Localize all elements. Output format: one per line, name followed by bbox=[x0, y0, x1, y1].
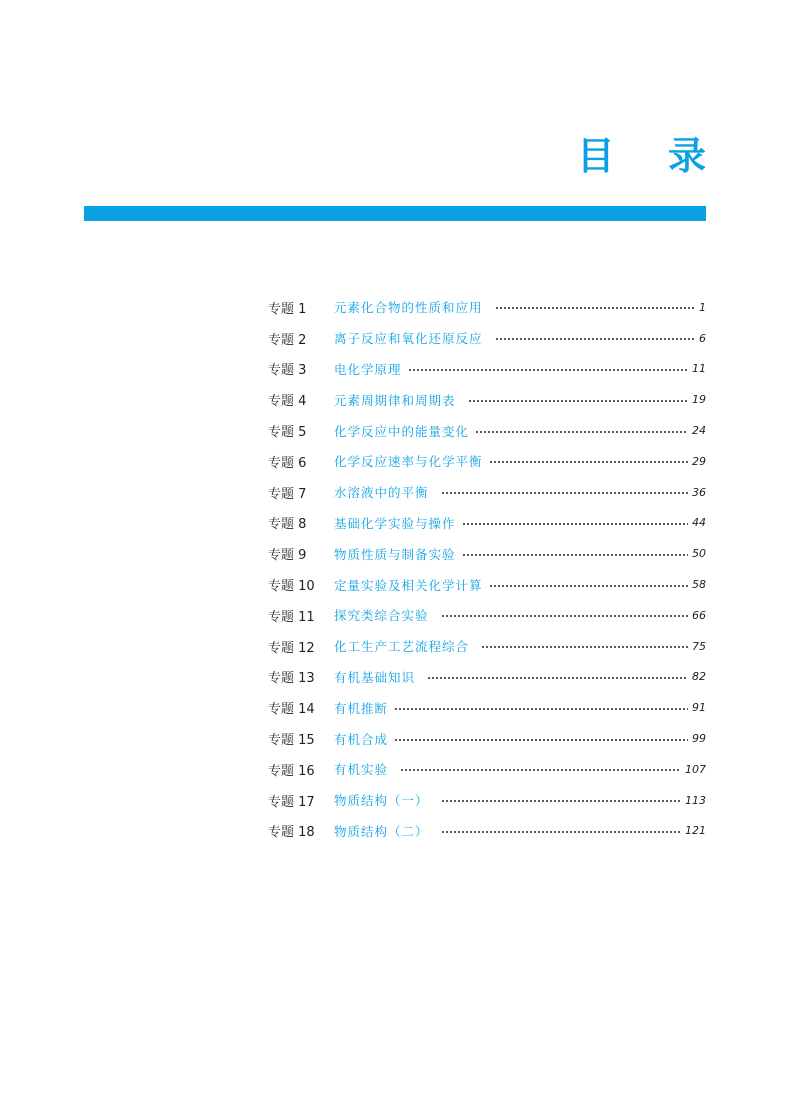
toc-entry-10[interactable] bbox=[268, 569, 706, 600]
toc-entry-13[interactable] bbox=[268, 662, 706, 693]
dot-leader bbox=[441, 615, 688, 617]
toc-entry-topic: 化学反应速率与化学平衡 bbox=[334, 454, 483, 470]
toc-entry-5[interactable] bbox=[268, 415, 706, 446]
dot-leader bbox=[441, 800, 681, 802]
toc-entry-topic: 有机推断 bbox=[334, 700, 389, 716]
toc-entry-number: 专题 2 bbox=[268, 332, 307, 348]
toc-entry-topic: 离子反应和氧化还原反应 bbox=[334, 331, 483, 347]
table-of-contents bbox=[268, 292, 706, 846]
toc-entry-16[interactable] bbox=[268, 754, 706, 785]
toc-entry-number: 专题 17 bbox=[268, 794, 315, 810]
toc-entry-page: 75 bbox=[692, 639, 706, 653]
toc-entry-page: 44 bbox=[692, 516, 706, 530]
toc-entry-3[interactable] bbox=[268, 354, 706, 385]
toc-entry-8[interactable] bbox=[268, 508, 706, 539]
toc-entry-topic: 探究类综合实验 bbox=[334, 608, 429, 624]
toc-entry-topic: 化学反应中的能量变化 bbox=[334, 423, 470, 439]
toc-entry-page: 121 bbox=[685, 824, 706, 838]
toc-entry-17[interactable] bbox=[268, 785, 706, 816]
dot-leader bbox=[408, 369, 688, 371]
toc-entry-page: 1 bbox=[699, 300, 706, 314]
toc-entry-number: 专题 8 bbox=[268, 517, 307, 533]
dot-leader bbox=[394, 739, 688, 741]
toc-entry-9[interactable] bbox=[268, 538, 706, 569]
dot-leader bbox=[481, 646, 688, 648]
dot-leader bbox=[489, 585, 688, 587]
toc-entry-number: 专题 15 bbox=[268, 733, 315, 749]
toc-entry-number: 专题 12 bbox=[268, 640, 315, 656]
dot-leader bbox=[462, 554, 688, 556]
toc-entry-page: 99 bbox=[692, 732, 706, 746]
toc-entry-number: 专题 3 bbox=[268, 363, 307, 379]
toc-entry-topic: 化工生产工艺流程综合 bbox=[334, 639, 470, 655]
toc-entry-number: 专题 7 bbox=[268, 486, 307, 502]
toc-entry-page: 66 bbox=[692, 608, 706, 622]
toc-entry-number: 专题 16 bbox=[268, 763, 315, 779]
toc-entry-topic: 电化学原理 bbox=[334, 361, 402, 377]
toc-entry-topic: 定量实验及相关化学计算 bbox=[334, 577, 483, 593]
toc-entry-page: 36 bbox=[692, 485, 706, 499]
toc-entry-number: 专题 5 bbox=[268, 425, 307, 441]
toc-entry-number: 专题 10 bbox=[268, 579, 315, 595]
dot-leader bbox=[394, 708, 688, 710]
dot-leader bbox=[495, 307, 695, 309]
toc-entry-11[interactable] bbox=[268, 600, 706, 631]
dot-leader bbox=[441, 492, 688, 494]
toc-entry-page: 6 bbox=[699, 331, 706, 345]
toc-entry-14[interactable] bbox=[268, 692, 706, 723]
page-title: 目 录 bbox=[576, 134, 726, 178]
toc-entry-2[interactable] bbox=[268, 323, 706, 354]
toc-entry-number: 专题 4 bbox=[268, 394, 307, 410]
toc-entry-page: 91 bbox=[692, 701, 706, 715]
toc-entry-1[interactable] bbox=[268, 292, 706, 323]
toc-entry-page: 113 bbox=[685, 793, 706, 807]
toc-entry-topic: 元素化合物的性质和应用 bbox=[334, 300, 483, 316]
toc-entry-topic: 水溶液中的平衡 bbox=[334, 485, 429, 501]
toc-entry-7[interactable] bbox=[268, 477, 706, 508]
toc-entry-number: 专题 9 bbox=[268, 548, 307, 564]
toc-entry-number: 专题 1 bbox=[268, 301, 307, 317]
toc-entry-topic: 物质性质与制备实验 bbox=[334, 546, 456, 562]
toc-entry-number: 专题 13 bbox=[268, 671, 315, 687]
dot-leader bbox=[400, 769, 681, 771]
toc-entry-number: 专题 18 bbox=[268, 825, 315, 841]
toc-entry-number: 专题 6 bbox=[268, 455, 307, 471]
toc-entry-4[interactable] bbox=[268, 384, 706, 415]
toc-entry-page: 24 bbox=[692, 424, 706, 438]
toc-entry-topic: 元素周期律和周期表 bbox=[334, 392, 456, 408]
toc-entry-page: 50 bbox=[692, 547, 706, 561]
toc-entry-page: 107 bbox=[685, 762, 706, 776]
dot-leader bbox=[468, 400, 688, 402]
toc-entry-number: 专题 11 bbox=[268, 609, 315, 625]
toc-entry-page: 29 bbox=[692, 454, 706, 468]
toc-entry-topic: 物质结构（二） bbox=[334, 823, 429, 839]
toc-entry-topic: 有机实验 bbox=[334, 762, 389, 778]
toc-entry-page: 58 bbox=[692, 578, 706, 592]
toc-entry-topic: 基础化学实验与操作 bbox=[334, 515, 456, 531]
toc-entry-12[interactable] bbox=[268, 631, 706, 662]
toc-entry-topic: 有机基础知识 bbox=[334, 669, 416, 685]
dot-leader bbox=[462, 523, 688, 525]
dot-leader bbox=[441, 831, 681, 833]
dot-leader bbox=[427, 677, 688, 679]
dot-leader bbox=[475, 431, 688, 433]
toc-entry-topic: 物质结构（一） bbox=[334, 793, 429, 809]
toc-entry-page: 11 bbox=[692, 362, 706, 376]
toc-entry-15[interactable] bbox=[268, 723, 706, 754]
dot-leader bbox=[495, 338, 695, 340]
toc-entry-topic: 有机合成 bbox=[334, 731, 389, 747]
toc-entry-18[interactable] bbox=[268, 816, 706, 847]
title-underline-bar bbox=[84, 206, 706, 221]
toc-entry-6[interactable] bbox=[268, 446, 706, 477]
toc-entry-number: 专题 14 bbox=[268, 702, 315, 718]
toc-entry-page: 82 bbox=[692, 670, 706, 684]
toc-entry-page: 19 bbox=[692, 393, 706, 407]
dot-leader bbox=[489, 461, 688, 463]
